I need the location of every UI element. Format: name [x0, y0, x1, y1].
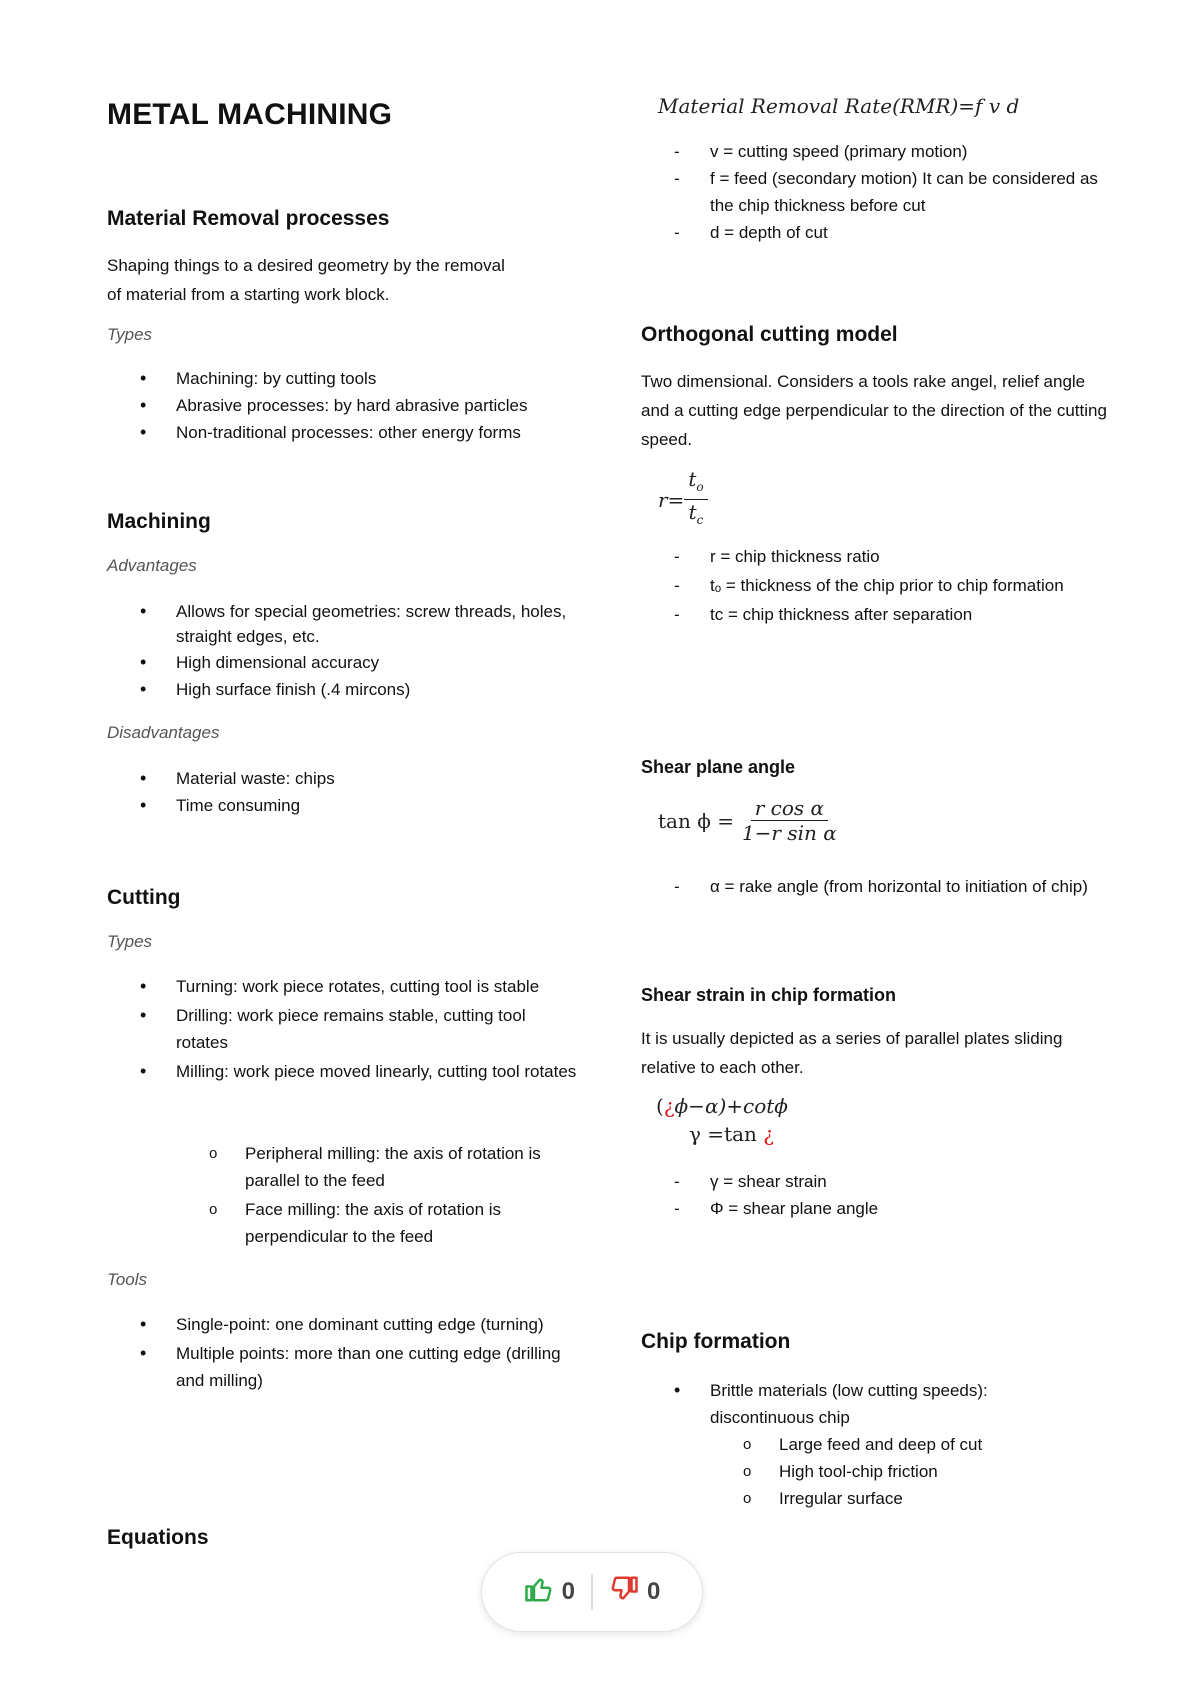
- fraction: [684, 467, 707, 532]
- like-count: 0: [561, 1578, 575, 1605]
- list-tools: [107, 1311, 577, 1394]
- thumbs-up-icon: [524, 1574, 554, 1611]
- equation-shear-angle: [658, 796, 841, 845]
- heading-machining: Machining: [107, 510, 211, 533]
- list-item: • High dimensional accuracy: [107, 649, 577, 676]
- fraction-numerator: r cos α: [751, 796, 828, 821]
- list-item: - v = cutting speed (primary motion): [641, 138, 1121, 165]
- like-button[interactable]: [508, 1574, 591, 1611]
- list-item: - γ = shear strain: [641, 1168, 1081, 1195]
- label-advantages: Advantages: [107, 556, 197, 575]
- paragraph-material-removal: [107, 251, 577, 309]
- equation-chip-ratio: [658, 467, 708, 532]
- list-chip-formation: [641, 1377, 1041, 1431]
- paragraph-line: Shaping things to a desired geometry by the removal: [107, 256, 505, 275]
- list-item: o Peripheral milling: the axis of rotation is parallel to the feed: [107, 1140, 577, 1194]
- list-item: - α = rake angle (from horizontal to initiation of chip): [641, 873, 1121, 900]
- list-rmr-variables: [641, 138, 1121, 246]
- heading-equations: Equations: [107, 1526, 209, 1549]
- heading-material-removal: Material Removal processes: [107, 207, 390, 230]
- list-item: o Irregular surface: [641, 1485, 1061, 1512]
- list-item: o Face milling: the axis of rotation is perpendicular to the feed: [107, 1196, 577, 1250]
- list-item: • Drilling: work piece remains stable, cutting tool rotates: [107, 1002, 577, 1056]
- list-item: • Non-traditional processes: other energy forms: [107, 419, 627, 446]
- equation-rmr: Material Removal Rate(RMR)=f v d: [658, 94, 1020, 118]
- label-cutting-types: Types: [107, 932, 153, 951]
- list-item: o High tool-chip friction: [641, 1458, 1061, 1485]
- list-shear-variables: [641, 873, 1121, 900]
- equation-lhs: tan ϕ =: [658, 808, 734, 833]
- equation-shear-strain-line1: (¿ϕ−α)+cotϕ: [656, 1094, 788, 1118]
- list-item: • Machining: by cutting tools: [107, 365, 627, 392]
- heading-chip-formation: Chip formation: [641, 1330, 791, 1353]
- list-disadvantages: [107, 765, 577, 819]
- feedback-widget: [481, 1552, 703, 1632]
- label-tools: Tools: [107, 1270, 148, 1289]
- fraction: [738, 796, 841, 845]
- list-item: - f = feed (secondary motion) It can be considered as the chip thickness before cut: [641, 165, 1121, 219]
- list-chip-subitems: [641, 1431, 1061, 1512]
- thumbs-down-icon: [609, 1574, 639, 1611]
- label-disadvantages: Disadvantages: [107, 723, 220, 742]
- list-item: o Large feed and deep of cut: [641, 1431, 1061, 1458]
- heading-shear-strain: Shear strain in chip formation: [641, 985, 897, 1005]
- list-milling-subtypes: [107, 1140, 577, 1250]
- list-cutting-types: [107, 973, 577, 1085]
- list-item: • Allows for special geometries: screw threads, holes, straight edges, etc.: [107, 599, 577, 649]
- paragraph-orthogonal: Two dimensional. Considers a tools rake angel, relief angle and a cutting edge perpendicular to the direction of the cutting speed.: [641, 372, 1107, 449]
- list-item: - r = chip thickness ratio: [641, 543, 1081, 570]
- list-item: • Single-point: one dominant cutting edge (turning): [107, 1311, 577, 1338]
- heading-cutting: Cutting: [107, 886, 181, 909]
- equation-lhs: r=: [658, 487, 685, 512]
- equation-shear-strain-line2: γ =tan ¿: [689, 1122, 775, 1146]
- fraction-denominator: $t_c$: [688, 500, 704, 527]
- heading-shear-plane-angle: Shear plane angle: [641, 757, 796, 777]
- list-item: • High surface finish (.4 mircons): [107, 676, 577, 703]
- list-ratio-variables: [641, 543, 1081, 628]
- paragraph-line: of material from a starting work block.: [107, 285, 390, 304]
- list-item: - tᴄ = chip thickness after separation: [641, 601, 1081, 628]
- document-title: METAL MACHINING: [107, 98, 393, 131]
- list-item: - d = depth of cut: [641, 219, 1121, 246]
- list-item: • Multiple points: more than one cutting edge (drilling and milling): [107, 1340, 577, 1394]
- list-strain-variables: [641, 1168, 1081, 1222]
- list-item: • Material waste: chips: [107, 765, 577, 792]
- dislike-button[interactable]: [593, 1574, 676, 1611]
- fraction-denominator: 1−r sin α: [741, 821, 837, 845]
- list-item: - tₒ = thickness of the chip prior to chip formation: [641, 572, 1081, 599]
- list-item: - Φ = shear plane angle: [641, 1195, 1081, 1222]
- paragraph-shear-strain: It is usually depicted as a series of parallel plates sliding relative to each other.: [641, 1029, 1063, 1077]
- list-item: • Brittle materials (low cutting speeds): discontinuous chip: [641, 1377, 1041, 1431]
- list-removal-types: [107, 365, 627, 446]
- list-item: • Time consuming: [107, 792, 577, 819]
- list-item: • Turning: work piece rotates, cutting tool is stable: [107, 973, 577, 1000]
- heading-orthogonal-cutting: Orthogonal cutting model: [641, 323, 898, 346]
- dislike-count: 0: [647, 1578, 661, 1605]
- fraction-numerator: $t_o$: [684, 467, 707, 500]
- list-item: • Abrasive processes: by hard abrasive particles: [107, 392, 627, 419]
- list-item: • Milling: work piece moved linearly, cutting tool rotates: [107, 1058, 577, 1085]
- label-types: Types: [107, 325, 153, 344]
- list-advantages: [107, 599, 577, 703]
